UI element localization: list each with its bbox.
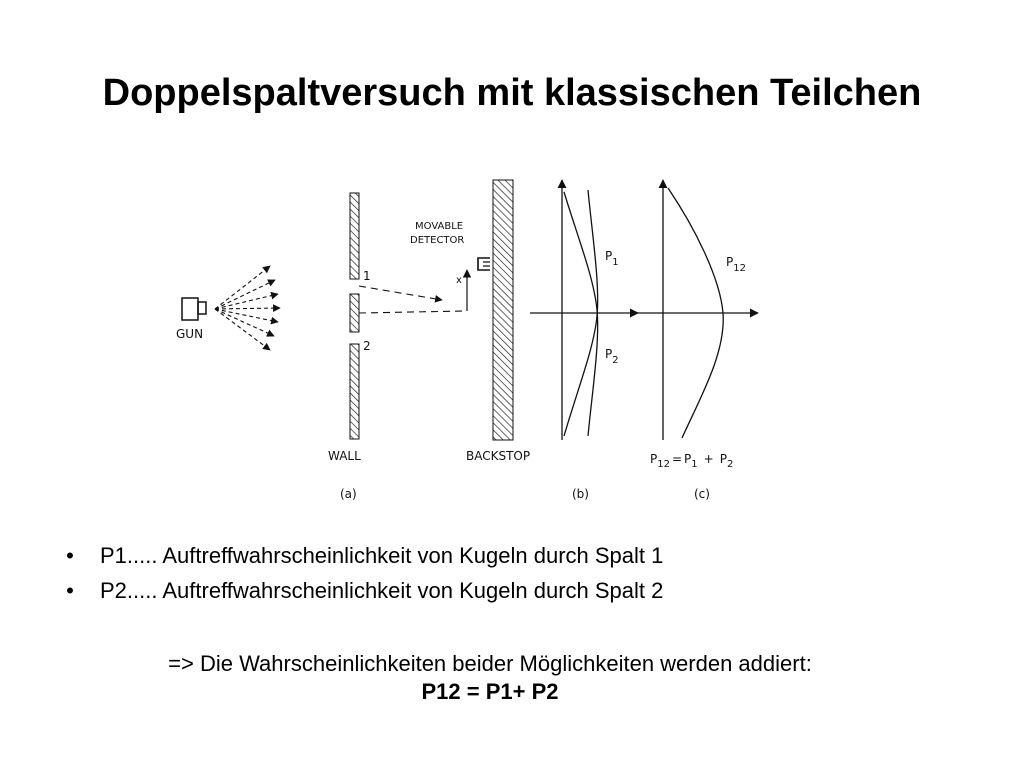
panel-c-label: (c) — [694, 487, 710, 501]
detector-label-line1: MOVABLE — [415, 221, 464, 232]
detector-label-line2: DETECTOR — [410, 235, 465, 246]
bullet-text: P2..... Auftreffwahrscheinlichkeit von Kugeln durch Spalt 2 — [100, 578, 664, 603]
panel-c-axes — [635, 180, 758, 440]
movable-detector-icon — [478, 258, 490, 270]
backstop-label: BACKSTOP — [466, 449, 531, 463]
slit-2-label: 2 — [363, 339, 371, 353]
slit-1-label: 1 — [363, 269, 371, 283]
trajectories — [359, 286, 465, 313]
wall-label: WALL — [328, 449, 361, 463]
bullet-dot: • — [66, 543, 74, 568]
p12-equation: $P_{12} = P_1 + P_2$ — [650, 452, 734, 470]
bullet-item-p1 — [60, 538, 960, 573]
panel-a-label: (a) — [340, 487, 357, 501]
gun-label: GUN — [176, 327, 204, 341]
p1-label: $P_1$ — [605, 249, 619, 268]
panel-b-axes — [530, 180, 638, 440]
double-slit-diagram — [160, 168, 780, 518]
bullet-text: P1..... Auftreffwahrscheinlichkeit von Kugeln durch Spalt 1 — [100, 543, 664, 568]
p12-label: $P_{12}$ — [726, 255, 746, 274]
slide-title: Doppelspaltversuch mit klassischen Teilchen — [102, 72, 922, 114]
spray-arrows — [215, 266, 280, 350]
bullet-dot: • — [66, 578, 74, 603]
panel-b-label: (b) — [572, 487, 589, 501]
formula: P12 = P1+ P2 — [421, 679, 559, 704]
backstop — [493, 180, 513, 440]
gun-icon — [182, 298, 206, 320]
diagram-svg — [160, 168, 780, 518]
bullet-item-p2 — [60, 573, 960, 608]
conclusion-text: => Die Wahrscheinlichkeiten beider Möglichkeiten werden addiert: — [168, 651, 812, 676]
bullet-list — [60, 538, 960, 608]
p2-label: $P_2$ — [605, 347, 619, 366]
x-label: x — [456, 275, 462, 286]
wall — [350, 193, 359, 439]
conclusion — [0, 650, 980, 706]
